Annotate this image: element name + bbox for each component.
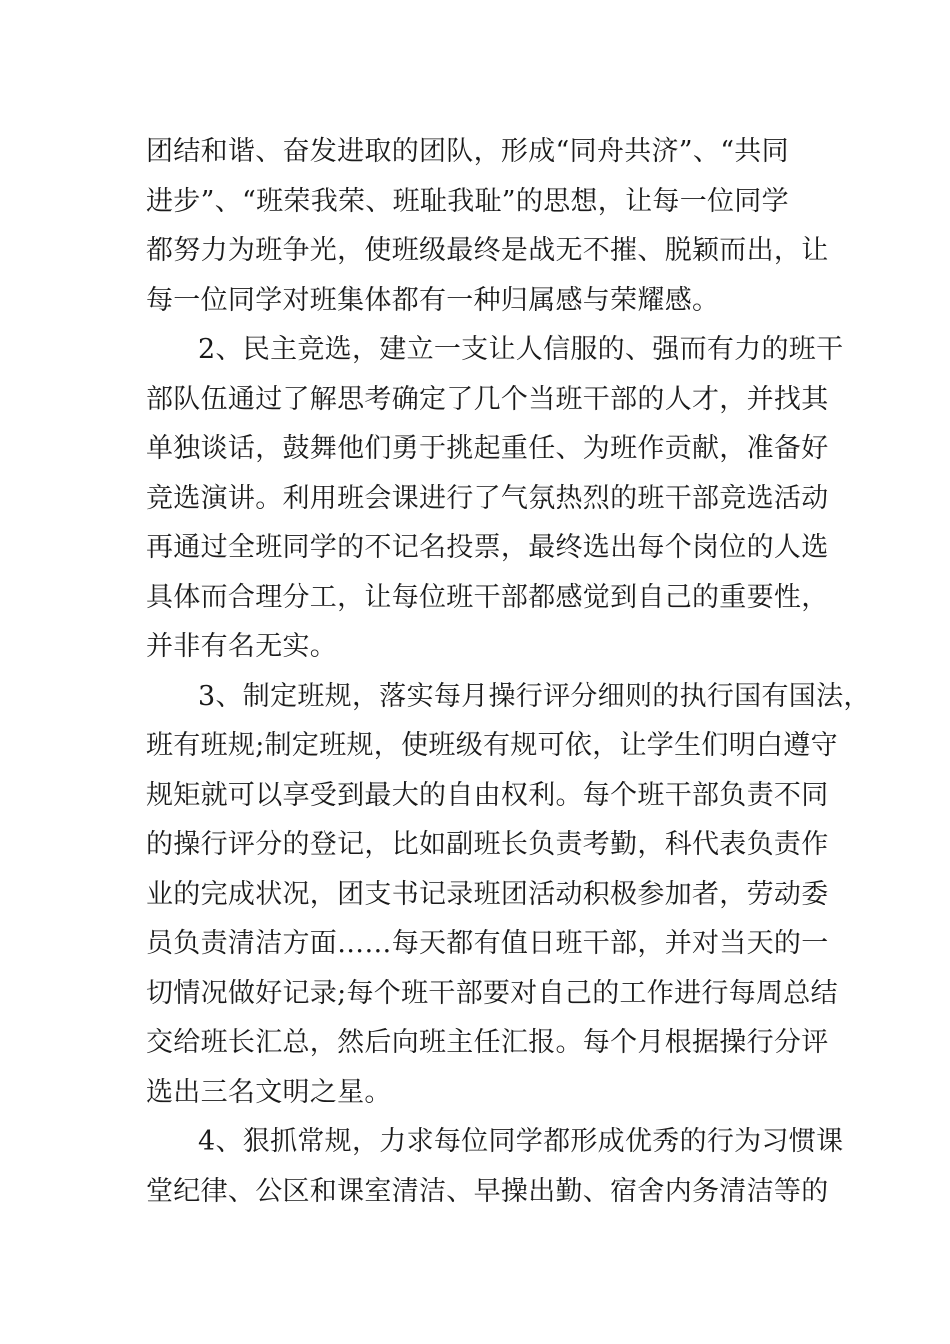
text-line: 3、制定班规，落实每月操行评分细则的执行国有国法， — [198, 680, 871, 712]
text-line: 员负责清洁方面……每天都有值日班干部，并对当天的一 — [146, 928, 829, 959]
paragraph-3 — [146, 672, 871, 1118]
text-line: 切情况做好记录;每个班干部要对自己的工作进行每周总结 — [146, 977, 838, 1009]
text-line: 业的完成状况，团支书记录班团活动积极参加者，劳动委 — [146, 878, 829, 910]
text-line: 的操行评分的登记，比如副班长负责考勤，科代表负责作 — [146, 829, 829, 860]
text-line: 2、民主竞选，建立一支让人信服的、强而有力的班干 — [198, 334, 844, 365]
text-line: 堂纪律、公区和课室清洁、早操出勤、宿舍内务清洁等的 — [146, 1175, 829, 1207]
text-line: 再通过全班同学的不记名投票，最终选出每个岗位的人选 — [146, 532, 829, 563]
text-line: 具体而合理分工，让每位班干部都感觉到自己的重要性， — [146, 581, 829, 613]
text-line: 并非有名无实。 — [146, 631, 338, 662]
text-line: 选出三名文明之星。 — [146, 1076, 392, 1108]
text-line: 每一位同学对班集体都有一种归属感与荣耀感。 — [146, 284, 720, 316]
text-line: 竞选演讲。利用班会课进行了气氛热烈的班干部竞选活动 — [146, 482, 829, 514]
text-line: 规矩就可以享受到最大的自由权利。每个班干部负责不同 — [146, 779, 829, 811]
text-line: 进步”、“班荣我荣、班耻我耻”的思想，让每一位同学 — [146, 185, 789, 217]
document-body — [146, 127, 871, 1216]
text-line: 交给班长汇总，然后向班主任汇报。每个月根据操行分评 — [146, 1027, 829, 1058]
text-line: 单独谈话，鼓舞他们勇于挑起重任、为班作贡献，准备好 — [146, 433, 829, 464]
paragraph-4 — [146, 1117, 846, 1216]
text-line: 部队伍通过了解思考确定了几个当班干部的人才，并找其 — [146, 383, 829, 415]
text-line: 班有班规;制定班规，使班级有规可依，让学生们明白遵守 — [146, 730, 838, 761]
text-line: 团结和谐、奋发进取的团队，形成“同舟共济”、“共同 — [146, 136, 789, 167]
paragraph-1 — [146, 127, 846, 325]
paragraph-2 — [146, 325, 846, 672]
text-line: 4、狠抓常规，力求每位同学都形成优秀的行为习惯课 — [198, 1126, 844, 1157]
text-line: 都努力为班争光，使班级最终是战无不摧、脱颖而出，让 — [146, 235, 829, 266]
